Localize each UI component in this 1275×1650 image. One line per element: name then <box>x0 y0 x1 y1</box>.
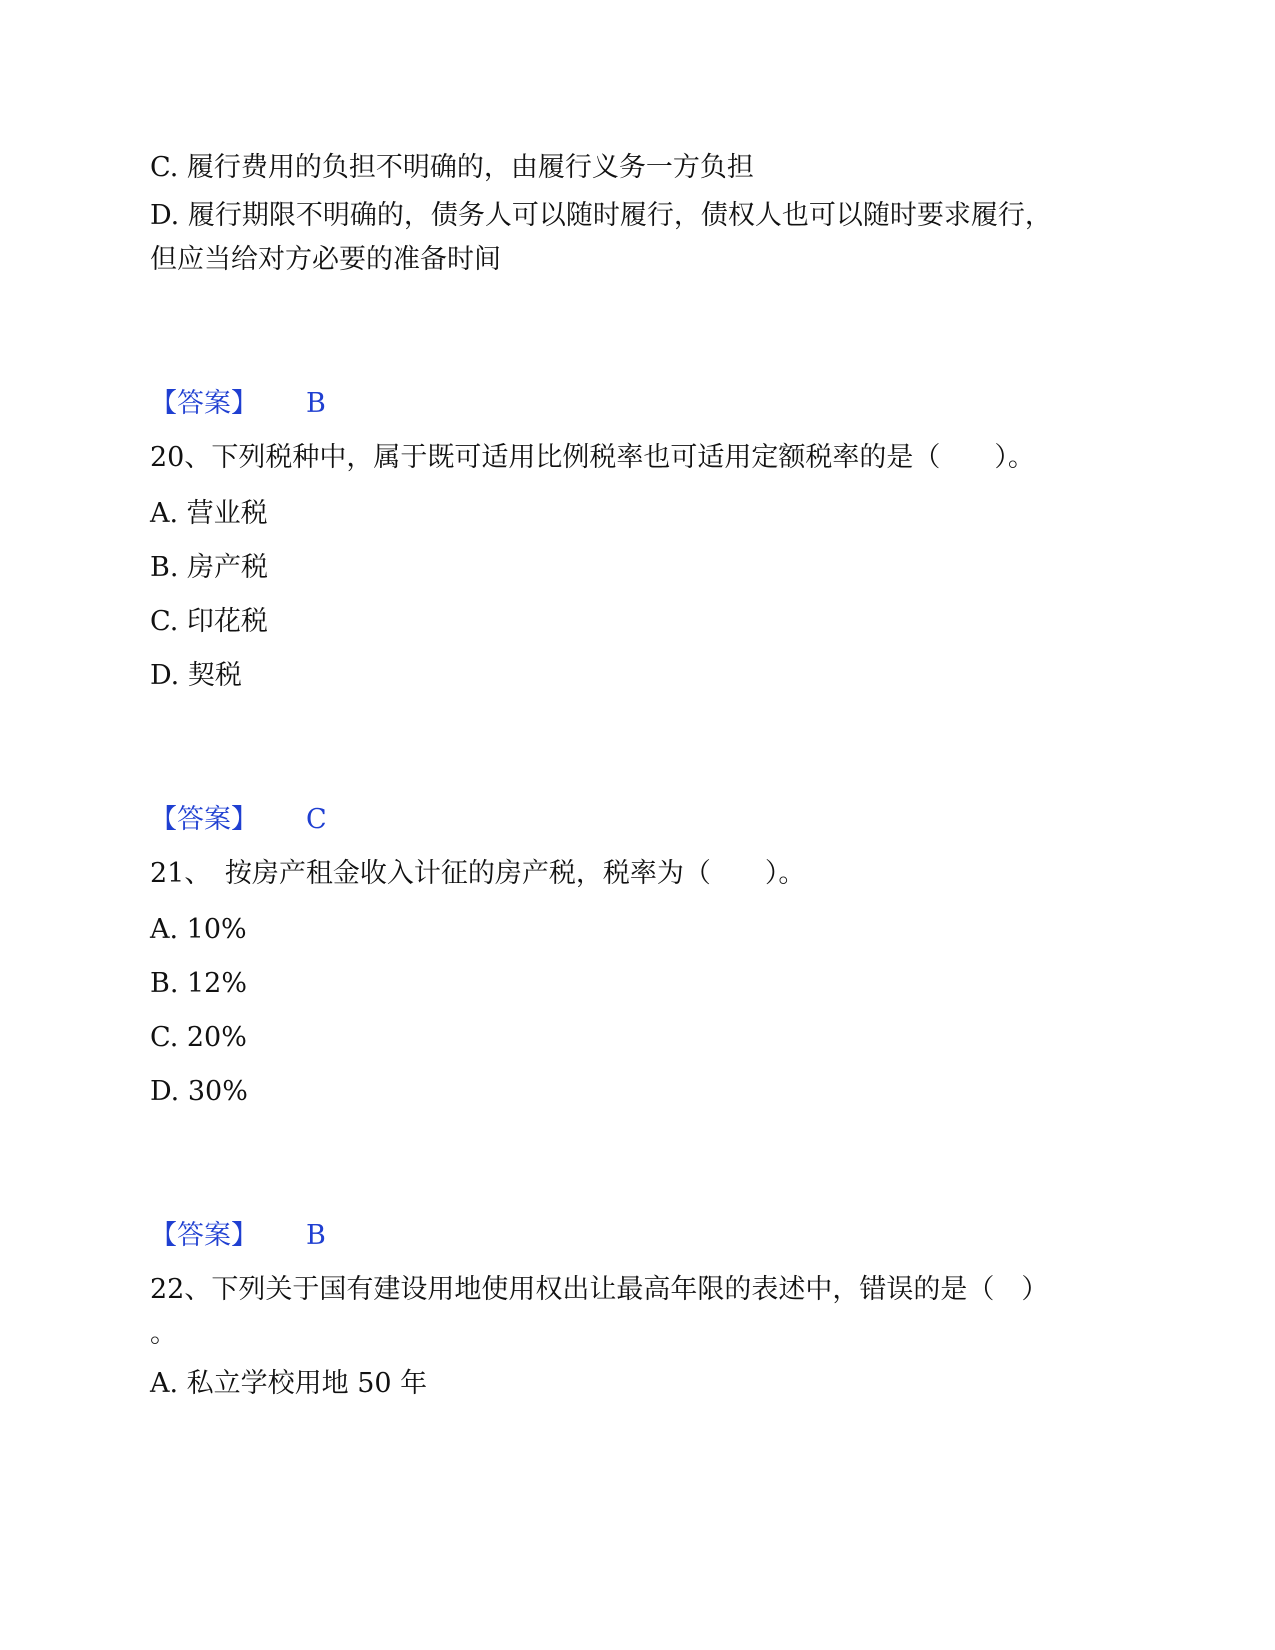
q21-stem: 21、 按房产租金收入计征的房产税，税率为（ ）。 <box>150 858 806 889</box>
q21-option-a: A. 10% <box>150 914 247 945</box>
q21-option-b: B. 12% <box>150 968 248 999</box>
q20-option-b: B. 房产税 <box>150 552 269 583</box>
q19-option-d-continued: 但应当给对方必要的准备时间 <box>150 244 501 275</box>
q20-option-c: C. 印花税 <box>150 606 268 637</box>
answer-label: 【答案】 <box>150 804 258 835</box>
q19-option-d: D. 履行期限不明确的，债务人可以随时履行，债权人也可以随时要求履行， <box>150 200 1052 231</box>
answer-value: C <box>306 804 327 835</box>
q21-option-c: C. 20% <box>150 1022 247 1053</box>
q21-option-d: D. 30% <box>150 1076 248 1107</box>
q22-stem: 22、下列关于国有建设用地使用权出让最高年限的表述中，错误的是（ ） <box>150 1274 1049 1305</box>
q20-stem: 20、下列税种中，属于既可适用比例税率也可适用定额税率的是（ ）。 <box>150 442 1035 473</box>
q20-option-d: D. 契税 <box>150 660 242 691</box>
q22-option-a: A. 私立学校用地 50 年 <box>150 1368 428 1399</box>
answer-label: 【答案】 <box>150 1220 258 1251</box>
q21-answer <box>150 1212 326 1260</box>
q22-stem-continued: 。 <box>150 1318 177 1349</box>
answer-value: B <box>306 1220 326 1251</box>
q20-answer <box>150 796 327 844</box>
q19-answer <box>150 380 326 428</box>
q20-option-a: A. 营业税 <box>150 498 268 529</box>
answer-label: 【答案】 <box>150 388 258 419</box>
answer-value: B <box>306 388 326 419</box>
q19-option-c: C. 履行费用的负担不明确的，由履行义务一方负担 <box>150 152 754 183</box>
